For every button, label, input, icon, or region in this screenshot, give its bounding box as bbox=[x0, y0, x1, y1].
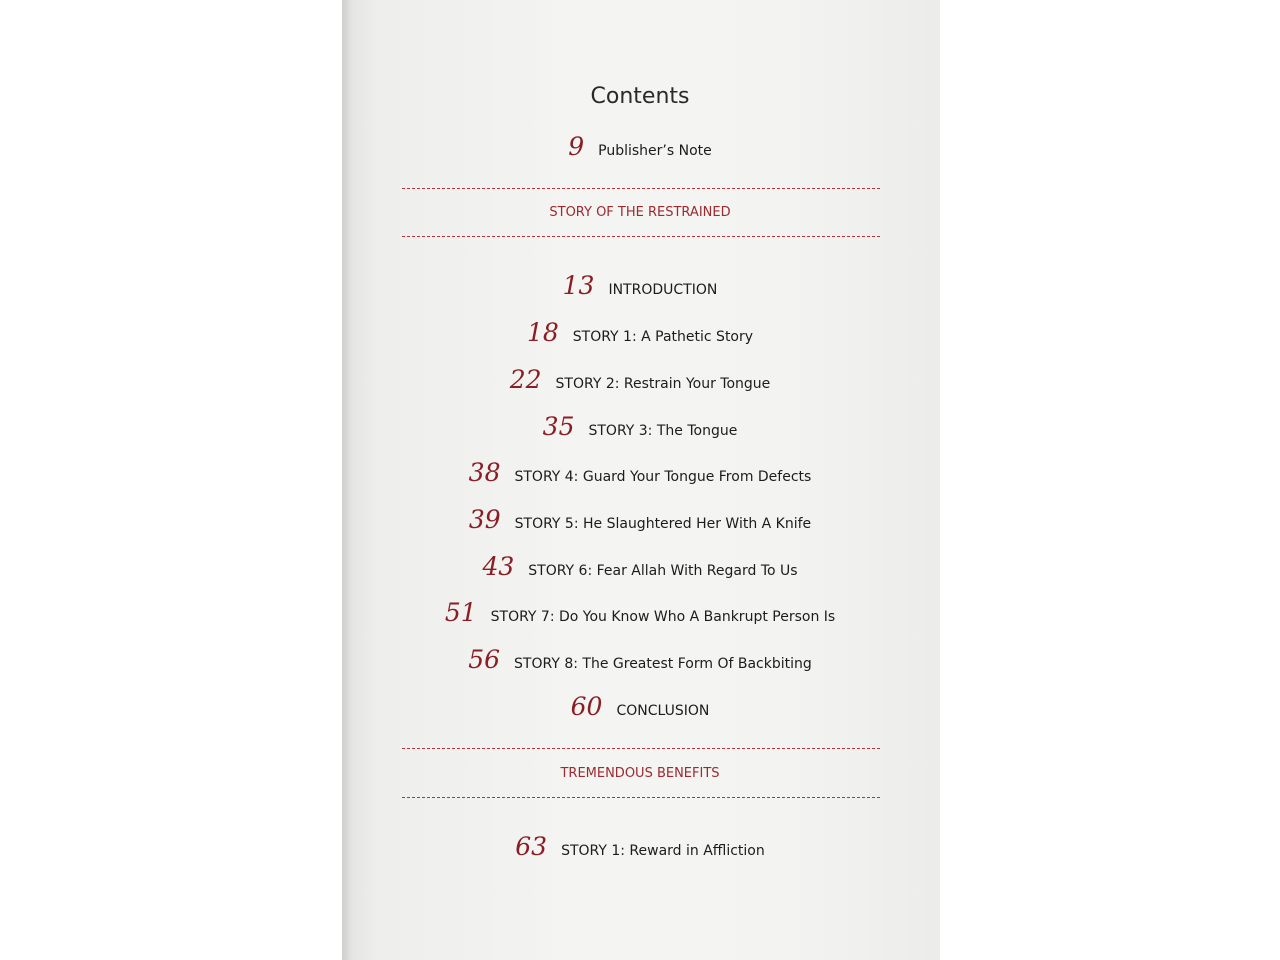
toc-entry-label: STORY 1: A Pathetic Story bbox=[572, 329, 754, 345]
toc-page-number: 9 bbox=[568, 132, 585, 161]
section-heading-benefits: TREMENDOUS BENEFITS bbox=[560, 766, 720, 781]
section-divider-bottom bbox=[402, 797, 880, 798]
toc-entry bbox=[0, 365, 1280, 394]
toc-page-number: 56 bbox=[468, 645, 501, 674]
toc-entry-label: CONCLUSION bbox=[616, 703, 710, 719]
section-divider-bottom bbox=[402, 236, 880, 237]
section-divider-top bbox=[402, 748, 880, 749]
toc-entry-label: STORY 2: Restrain Your Tongue bbox=[555, 376, 771, 392]
contents-title: Contents bbox=[590, 84, 690, 109]
toc-entry bbox=[0, 645, 1280, 674]
toc-entry-label: STORY 6: Fear Allah With Regard To Us bbox=[528, 563, 798, 579]
toc-page-number: 22 bbox=[509, 365, 542, 394]
toc-entry bbox=[0, 692, 1280, 721]
toc-page-number: 13 bbox=[562, 271, 595, 300]
toc-entry-label: STORY 7: Do You Know Who A Bankrupt Person Is bbox=[490, 609, 836, 625]
toc-entry-label: Publisher’s Note bbox=[598, 143, 712, 159]
toc-page-number: 35 bbox=[542, 412, 575, 441]
toc-entry-label: STORY 3: The Tongue bbox=[588, 423, 738, 439]
toc-entry-publishers-note bbox=[0, 132, 1280, 161]
toc-entry bbox=[0, 505, 1280, 534]
toc-page-number: 39 bbox=[468, 505, 501, 534]
toc-entry-label: STORY 5: He Slaughtered Her With A Knife bbox=[514, 516, 812, 532]
toc-page-number: 51 bbox=[444, 598, 477, 627]
toc-entry bbox=[0, 598, 1280, 627]
toc-entry bbox=[0, 832, 1280, 861]
toc-entry-label: INTRODUCTION bbox=[608, 282, 718, 298]
section-divider-top bbox=[402, 188, 880, 189]
toc-entry bbox=[0, 552, 1280, 581]
section-heading-restrained: STORY OF THE RESTRAINED bbox=[549, 205, 731, 220]
toc-entry bbox=[0, 318, 1280, 347]
toc-entry bbox=[0, 271, 1280, 300]
toc-entry-label: STORY 1: Reward in Affliction bbox=[561, 843, 765, 859]
toc-entry bbox=[0, 458, 1280, 487]
toc-page-number: 60 bbox=[570, 692, 603, 721]
toc-page-number: 43 bbox=[482, 552, 515, 581]
toc-page-number: 38 bbox=[468, 458, 501, 487]
toc-entry-label: STORY 8: The Greatest Form Of Backbiting bbox=[514, 656, 812, 672]
toc-page-number: 18 bbox=[526, 318, 559, 347]
toc-entry-label: STORY 4: Guard Your Tongue From Defects bbox=[514, 469, 812, 485]
toc-page-number: 63 bbox=[515, 832, 548, 861]
toc-entry bbox=[0, 412, 1280, 441]
